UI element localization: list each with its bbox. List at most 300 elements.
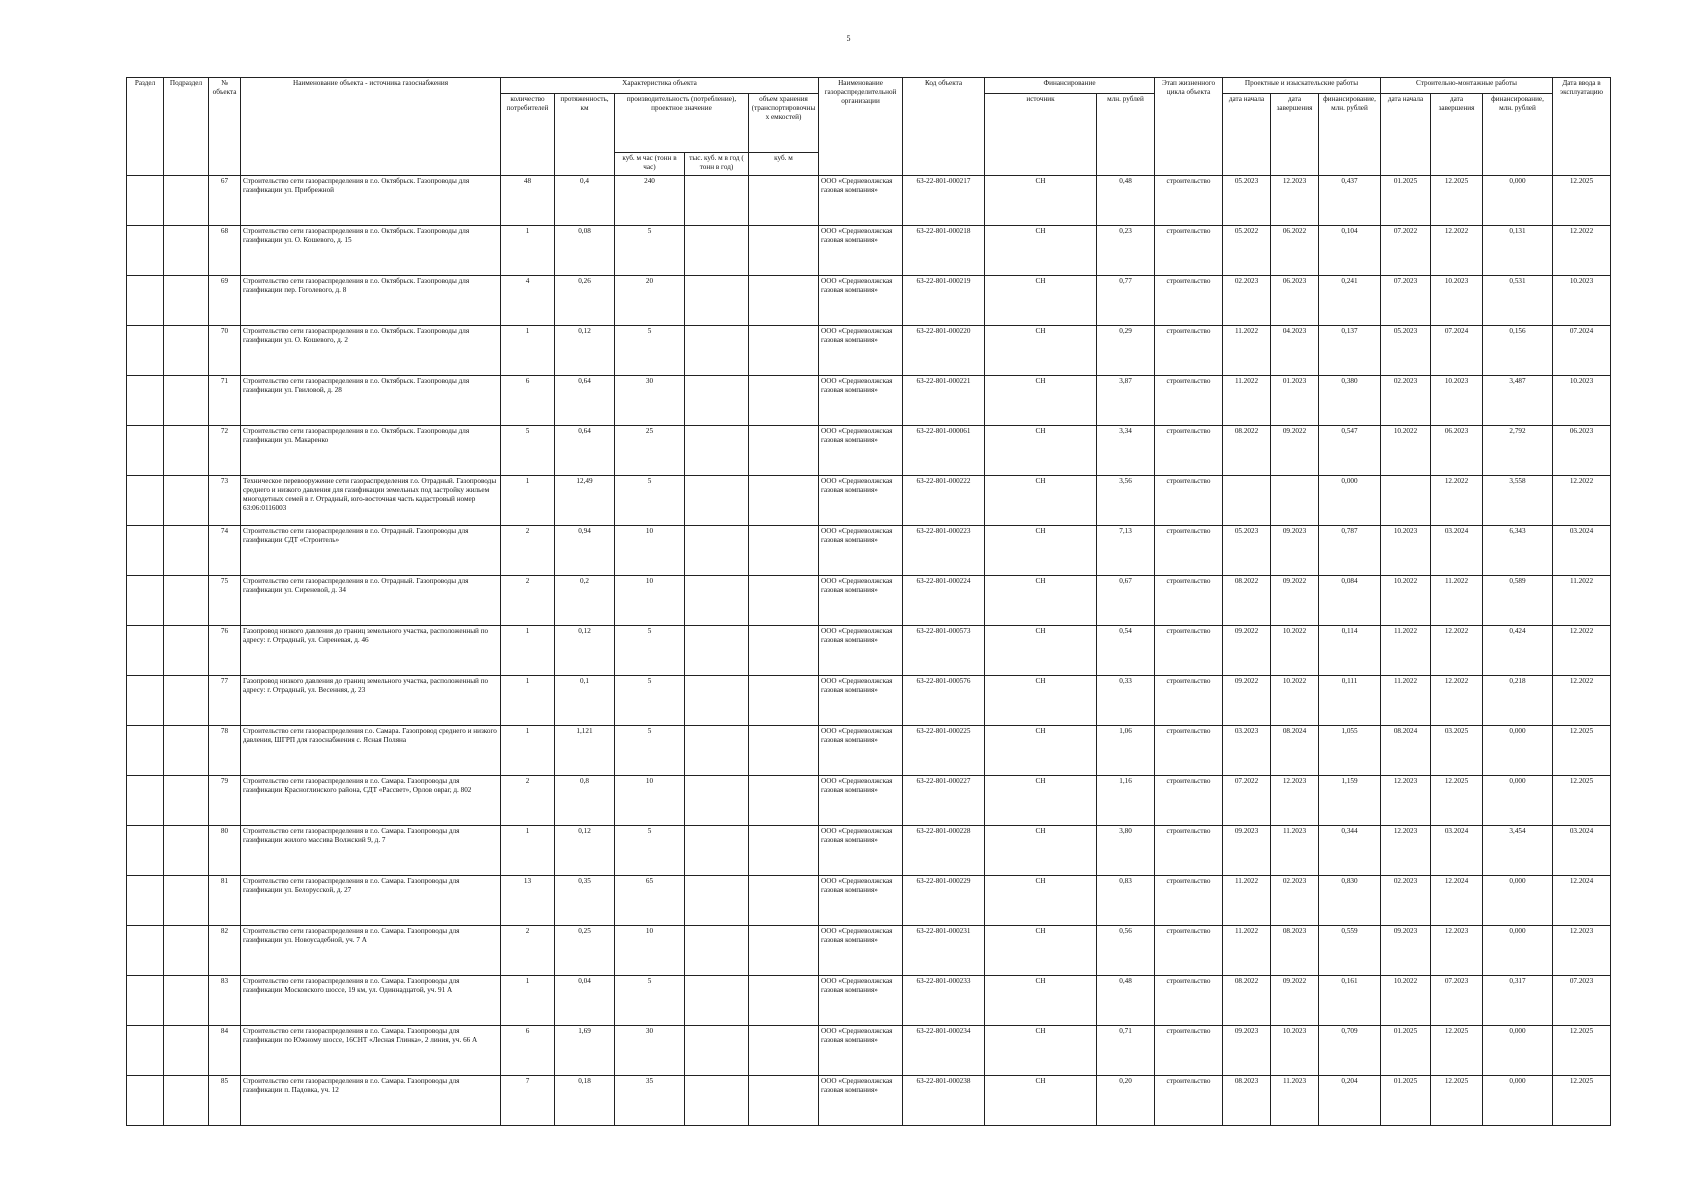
cell-object-code: 63-22-801-000218 [903, 226, 985, 276]
cell-razdel [127, 826, 164, 876]
cell-storage [749, 526, 819, 576]
cell-construction-end: 12.2022 [1431, 476, 1483, 526]
cell-object-code: 63-22-801-000222 [903, 476, 985, 526]
cell-razdel [127, 326, 164, 376]
cell-lifecycle: строительство [1155, 1076, 1223, 1126]
cell-length-km: 0,12 [555, 326, 615, 376]
cell-design-start: 08.2022 [1223, 576, 1271, 626]
cell-capacity-year [685, 426, 749, 476]
cell-construction-financing: 2,792 [1483, 426, 1553, 476]
cell-commissioning: 10.2023 [1553, 276, 1611, 326]
table-row [127, 526, 1611, 576]
cell-design-end: 04.2023 [1271, 326, 1319, 376]
header-length-km: протяженность, км [555, 94, 615, 176]
cell-object-name: Строительство сети газораспределения в г.о. Октябрьск. Газопроводы для газификации ул. Прибрежной [241, 176, 501, 226]
cell-gdo-name: ООО «Средневолжская газовая компания» [819, 1026, 903, 1076]
cell-object-name: Строительство сети газораспределения в г.о. Самара. Газопроводы для газификации Московского шоссе, 19 км, ул. Одиннадцатой, уч. 91 А [241, 976, 501, 1026]
cell-design-financing: 0,114 [1319, 626, 1381, 676]
cell-financing-mln: 0,48 [1097, 176, 1155, 226]
cell-gdo-name: ООО «Средневолжская газовая компания» [819, 226, 903, 276]
cell-commissioning: 12.2025 [1553, 1026, 1611, 1076]
cell-length-km: 0,12 [555, 826, 615, 876]
table-row [127, 576, 1611, 626]
cell-length-km: 0,4 [555, 176, 615, 226]
cell-commissioning: 07.2024 [1553, 326, 1611, 376]
cell-object-code: 63-22-801-000223 [903, 526, 985, 576]
cell-construction-end: 12.2024 [1431, 876, 1483, 926]
cell-design-end: 06.2023 [1271, 276, 1319, 326]
cell-podrazdel [164, 876, 209, 926]
cell-lifecycle: строительство [1155, 326, 1223, 376]
cell-gdo-name: ООО «Средневолжская газовая компания» [819, 876, 903, 926]
cell-design-start: 11.2022 [1223, 926, 1271, 976]
cell-podrazdel [164, 426, 209, 476]
cell-storage [749, 376, 819, 426]
cell-storage [749, 776, 819, 826]
cell-financing-source: СН [985, 576, 1097, 626]
cell-gdo-name: ООО «Средневолжская газовая компания» [819, 426, 903, 476]
cell-gdo-name: ООО «Средневолжская газовая компания» [819, 726, 903, 776]
cell-capacity-hour: 10 [615, 926, 685, 976]
cell-capacity-hour: 20 [615, 276, 685, 326]
cell-razdel [127, 976, 164, 1026]
table-row [127, 676, 1611, 726]
cell-financing-mln: 1,06 [1097, 726, 1155, 776]
cell-capacity-year [685, 626, 749, 676]
cell-construction-start: 10.2023 [1381, 526, 1431, 576]
cell-construction-end: 06.2023 [1431, 426, 1483, 476]
cell-object-no: 82 [209, 926, 241, 976]
cell-razdel [127, 526, 164, 576]
cell-design-start: 11.2022 [1223, 876, 1271, 926]
header-capacity-hour: куб. м час (тонн в час) [615, 153, 685, 176]
cell-consumers-count: 5 [501, 426, 555, 476]
cell-construction-end: 12.2023 [1431, 926, 1483, 976]
cell-capacity-year [685, 776, 749, 826]
cell-construction-end: 07.2024 [1431, 326, 1483, 376]
cell-construction-end: 12.2022 [1431, 226, 1483, 276]
cell-design-financing: 1,159 [1319, 776, 1381, 826]
cell-capacity-hour: 10 [615, 776, 685, 826]
cell-capacity-hour: 30 [615, 1026, 685, 1076]
header-capacity: производительность (потребление), проектное значение [615, 94, 749, 153]
header-lifecycle: Этап жизненного цикла объекта [1155, 78, 1223, 176]
cell-design-end: 02.2023 [1271, 876, 1319, 926]
cell-object-name: Строительство сети газораспределения в г.о. Отрадный. Газопроводы для газификации ул. Сиреневой, д. 34 [241, 576, 501, 626]
cell-object-no: 85 [209, 1076, 241, 1126]
cell-razdel [127, 926, 164, 976]
cell-podrazdel [164, 226, 209, 276]
cell-consumers-count: 1 [501, 726, 555, 776]
table-row [127, 626, 1611, 676]
cell-object-name: Строительство сети газораспределения в г.о. Самара. Газопроводы для газификации Красноглинского района, СДТ «Рассвет», Орлов овраг, д. 802 [241, 776, 501, 826]
cell-storage [749, 176, 819, 226]
cell-financing-mln: 0,54 [1097, 626, 1155, 676]
cell-lifecycle: строительство [1155, 576, 1223, 626]
cell-object-name: Газопровод низкого давления до границ земельного участка, расположенный по адресу: г. Отрадный, ул. Весенняя, д. 23 [241, 676, 501, 726]
cell-storage [749, 876, 819, 926]
cell-length-km: 0,04 [555, 976, 615, 1026]
cell-object-no: 69 [209, 276, 241, 326]
cell-capacity-hour: 10 [615, 526, 685, 576]
cell-design-end: 09.2023 [1271, 526, 1319, 576]
cell-object-name: Строительство сети газораспределения г.о. Самара. Газопровод среднего и низкого давления, ШГРП для газоснабжения с. Ясная Поляна [241, 726, 501, 776]
cell-design-end: 12.2023 [1271, 776, 1319, 826]
cell-commissioning: 06.2023 [1553, 426, 1611, 476]
cell-storage [749, 476, 819, 526]
cell-construction-start: 01.2025 [1381, 1076, 1431, 1126]
cell-consumers-count: 48 [501, 176, 555, 226]
cell-podrazdel [164, 1076, 209, 1126]
cell-construction-start: 09.2023 [1381, 926, 1431, 976]
table-row [127, 176, 1611, 226]
cell-design-financing: 0,084 [1319, 576, 1381, 626]
cell-design-financing: 0,137 [1319, 326, 1381, 376]
cell-design-end: 06.2022 [1271, 226, 1319, 276]
cell-capacity-year [685, 1026, 749, 1076]
cell-gdo-name: ООО «Средневолжская газовая компания» [819, 476, 903, 526]
cell-storage [749, 926, 819, 976]
cell-razdel [127, 626, 164, 676]
cell-capacity-year [685, 926, 749, 976]
table-row [127, 276, 1611, 326]
cell-consumers-count: 1 [501, 976, 555, 1026]
cell-capacity-hour: 5 [615, 726, 685, 776]
cell-financing-mln: 0,77 [1097, 276, 1155, 326]
cell-lifecycle: строительство [1155, 276, 1223, 326]
cell-object-name: Строительство сети газораспределения в г.о. Самара. Газопроводы для газификации п. Падовка, уч. 12 [241, 1076, 501, 1126]
header-construction-works: Строительно-монтажные работы [1381, 78, 1553, 94]
cell-object-name: Строительство сети газораспределения в г.о. Октябрьск. Газопроводы для газификации ул. Макаренко [241, 426, 501, 476]
cell-design-financing: 0,344 [1319, 826, 1381, 876]
cell-podrazdel [164, 776, 209, 826]
cell-length-km: 12,49 [555, 476, 615, 526]
cell-construction-financing: 0,000 [1483, 876, 1553, 926]
cell-capacity-hour: 35 [615, 1076, 685, 1126]
cell-length-km: 0,08 [555, 226, 615, 276]
cell-object-code: 63-22-801-000227 [903, 776, 985, 826]
cell-design-start: 09.2023 [1223, 1026, 1271, 1076]
cell-construction-start: 10.2022 [1381, 576, 1431, 626]
cell-capacity-hour: 5 [615, 326, 685, 376]
cell-object-code: 63-22-801-000576 [903, 676, 985, 726]
cell-financing-mln: 1,16 [1097, 776, 1155, 826]
header-financing: Финансирование [985, 78, 1155, 94]
cell-financing-mln: 0,48 [1097, 976, 1155, 1026]
cell-capacity-hour: 25 [615, 426, 685, 476]
header-construction-end: дата завершения [1431, 94, 1483, 176]
cell-consumers-count: 2 [501, 926, 555, 976]
cell-construction-end: 12.2025 [1431, 1026, 1483, 1076]
cell-construction-financing: 0,589 [1483, 576, 1553, 626]
cell-design-end: 01.2023 [1271, 376, 1319, 426]
cell-gdo-name: ООО «Средневолжская газовая компания» [819, 626, 903, 676]
cell-razdel [127, 276, 164, 326]
cell-object-name: Строительство сети газораспределения в г.о. Октябрьск. Газопроводы для газификации ул. О. Кошевого, д. 15 [241, 226, 501, 276]
cell-storage [749, 826, 819, 876]
cell-design-financing: 0,830 [1319, 876, 1381, 926]
cell-object-code: 63-22-801-000219 [903, 276, 985, 326]
cell-podrazdel [164, 676, 209, 726]
cell-object-name: Строительство сети газораспределения в г.о. Самара. Газопроводы для газификации по Южному шоссе, 16СНТ «Лесная Глинка», 2 линия, уч. 66 А [241, 1026, 501, 1076]
header-characteristics: Характеристика объекта [501, 78, 819, 94]
header-capacity-year: тыс. куб. м в год ( тонн в год) [685, 153, 749, 176]
cell-podrazdel [164, 526, 209, 576]
cell-design-financing: 0,204 [1319, 1076, 1381, 1126]
cell-lifecycle: строительство [1155, 376, 1223, 426]
cell-construction-financing: 0,218 [1483, 676, 1553, 726]
cell-podrazdel [164, 926, 209, 976]
cell-commissioning: 12.2025 [1553, 726, 1611, 776]
cell-commissioning: 12.2025 [1553, 776, 1611, 826]
cell-gdo-name: ООО «Средневолжская газовая компания» [819, 276, 903, 326]
cell-lifecycle: строительство [1155, 926, 1223, 976]
cell-design-end: 11.2023 [1271, 826, 1319, 876]
cell-construction-start: 10.2022 [1381, 976, 1431, 1026]
cell-design-financing: 0,787 [1319, 526, 1381, 576]
cell-financing-mln: 0,67 [1097, 576, 1155, 626]
cell-object-code: 63-22-801-000225 [903, 726, 985, 776]
cell-capacity-year [685, 826, 749, 876]
cell-object-no: 80 [209, 826, 241, 876]
cell-consumers-count: 2 [501, 576, 555, 626]
cell-razdel [127, 676, 164, 726]
cell-design-end: 09.2022 [1271, 576, 1319, 626]
cell-razdel [127, 1076, 164, 1126]
header-razdel: Раздел [127, 78, 164, 176]
cell-design-financing: 0,161 [1319, 976, 1381, 1026]
cell-design-start: 09.2023 [1223, 826, 1271, 876]
cell-storage [749, 626, 819, 676]
cell-construction-financing: 0,317 [1483, 976, 1553, 1026]
page-number: 5 [846, 34, 851, 43]
header-consumers-count: количество потребителей [501, 94, 555, 176]
cell-design-start: 11.2022 [1223, 376, 1271, 426]
cell-construction-start: 10.2022 [1381, 426, 1431, 476]
cell-gdo-name: ООО «Средневолжская газовая компания» [819, 326, 903, 376]
cell-length-km: 0,12 [555, 626, 615, 676]
table-row [127, 926, 1611, 976]
cell-construction-financing: 3,558 [1483, 476, 1553, 526]
cell-object-name: Газопровод низкого давления до границ земельного участка, расположенный по адресу: г. Отрадный, ул. Сиреневая, д. 46 [241, 626, 501, 676]
cell-object-code: 63-22-801-000573 [903, 626, 985, 676]
cell-construction-end: 03.2025 [1431, 726, 1483, 776]
cell-financing-source: СН [985, 826, 1097, 876]
cell-commissioning: 12.2024 [1553, 876, 1611, 926]
cell-design-start: 05.2022 [1223, 226, 1271, 276]
cell-lifecycle: строительство [1155, 676, 1223, 726]
cell-design-financing: 0,709 [1319, 1026, 1381, 1076]
cell-design-financing: 0,104 [1319, 226, 1381, 276]
cell-object-no: 72 [209, 426, 241, 476]
cell-construction-financing: 0,000 [1483, 1076, 1553, 1126]
cell-construction-financing: 6,343 [1483, 526, 1553, 576]
cell-lifecycle: строительство [1155, 826, 1223, 876]
cell-construction-end: 10.2023 [1431, 276, 1483, 326]
cell-design-end: 08.2024 [1271, 726, 1319, 776]
cell-object-code: 63-22-801-000229 [903, 876, 985, 926]
cell-construction-financing: 3,454 [1483, 826, 1553, 876]
table-row [127, 776, 1611, 826]
cell-design-start: 05.2023 [1223, 176, 1271, 226]
cell-financing-source: СН [985, 1076, 1097, 1126]
cell-podrazdel [164, 576, 209, 626]
cell-construction-start: 11.2022 [1381, 676, 1431, 726]
cell-object-code: 63-22-801-000234 [903, 1026, 985, 1076]
cell-lifecycle: строительство [1155, 726, 1223, 776]
cell-lifecycle: строительство [1155, 526, 1223, 576]
cell-financing-source: СН [985, 226, 1097, 276]
cell-length-km: 0,25 [555, 926, 615, 976]
cell-capacity-hour: 5 [615, 626, 685, 676]
cell-gdo-name: ООО «Средневолжская газовая компания» [819, 576, 903, 626]
cell-commissioning: 03.2024 [1553, 826, 1611, 876]
cell-design-start: 02.2023 [1223, 276, 1271, 326]
cell-capacity-year [685, 326, 749, 376]
cell-capacity-hour: 5 [615, 826, 685, 876]
cell-financing-source: СН [985, 776, 1097, 826]
cell-construction-start: 01.2025 [1381, 176, 1431, 226]
cell-financing-mln: 0,20 [1097, 1076, 1155, 1126]
cell-construction-financing: 0,000 [1483, 726, 1553, 776]
cell-financing-mln: 0,29 [1097, 326, 1155, 376]
cell-financing-mln: 3,34 [1097, 426, 1155, 476]
cell-financing-source: СН [985, 876, 1097, 926]
cell-commissioning: 12.2022 [1553, 476, 1611, 526]
cell-financing-source: СН [985, 626, 1097, 676]
cell-object-name: Строительство сети газораспределения в г.о. Самара. Газопроводы для газификации ул. Новоусадебной, уч. 7 А [241, 926, 501, 976]
cell-construction-start: 07.2022 [1381, 226, 1431, 276]
header-commissioning: Дата ввода в эксплуатацию [1553, 78, 1611, 176]
cell-length-km: 0,35 [555, 876, 615, 926]
cell-design-start: 11.2022 [1223, 326, 1271, 376]
cell-length-km: 0,1 [555, 676, 615, 726]
cell-podrazdel [164, 976, 209, 1026]
cell-object-no: 83 [209, 976, 241, 1026]
cell-financing-source: СН [985, 476, 1097, 526]
cell-capacity-hour: 5 [615, 976, 685, 1026]
cell-capacity-year [685, 726, 749, 776]
cell-object-no: 78 [209, 726, 241, 776]
cell-razdel [127, 376, 164, 426]
cell-design-start: 07.2022 [1223, 776, 1271, 826]
cell-length-km: 0,64 [555, 426, 615, 476]
cell-object-name: Строительство сети газораспределения в г.о. Отрадный. Газопроводы для газификации СДТ «Строитель» [241, 526, 501, 576]
cell-storage [749, 976, 819, 1026]
cell-consumers-count: 1 [501, 826, 555, 876]
cell-razdel [127, 776, 164, 826]
cell-construction-start: 12.2023 [1381, 776, 1431, 826]
cell-design-start: 08.2022 [1223, 976, 1271, 1026]
cell-design-financing: 1,055 [1319, 726, 1381, 776]
cell-gdo-name: ООО «Средневолжская газовая компания» [819, 776, 903, 826]
cell-object-no: 67 [209, 176, 241, 226]
cell-gdo-name: ООО «Средневолжская газовая компания» [819, 176, 903, 226]
header-storage-volume: объем хранения (транспортировочных емкостей) [749, 94, 819, 153]
cell-design-financing: 0,437 [1319, 176, 1381, 226]
cell-construction-end: 11.2022 [1431, 576, 1483, 626]
cell-object-name: Строительство сети газораспределения в г.о. Самара. Газопроводы для газификации жилого массива Волжский 9, д. 7 [241, 826, 501, 876]
cell-capacity-hour: 240 [615, 176, 685, 226]
cell-construction-end: 12.2022 [1431, 626, 1483, 676]
cell-design-financing: 0,547 [1319, 426, 1381, 476]
cell-podrazdel [164, 826, 209, 876]
cell-gdo-name: ООО «Средневолжская газовая компания» [819, 826, 903, 876]
cell-commissioning: 12.2022 [1553, 226, 1611, 276]
cell-storage [749, 226, 819, 276]
cell-object-code: 63-22-801-000220 [903, 326, 985, 376]
cell-podrazdel [164, 1026, 209, 1076]
table-row [127, 226, 1611, 276]
cell-podrazdel [164, 376, 209, 426]
table-row [127, 876, 1611, 926]
cell-construction-end: 12.2022 [1431, 676, 1483, 726]
cell-construction-financing: 3,487 [1483, 376, 1553, 426]
header-construction-start: дата начала [1381, 94, 1431, 176]
header-object-no: № объекта [209, 78, 241, 176]
cell-object-code: 63-22-801-000238 [903, 1076, 985, 1126]
cell-gdo-name: ООО «Средневолжская газовая компания» [819, 676, 903, 726]
cell-capacity-year [685, 876, 749, 926]
cell-capacity-year [685, 476, 749, 526]
cell-object-no: 70 [209, 326, 241, 376]
cell-commissioning: 03.2024 [1553, 526, 1611, 576]
cell-design-end: 09.2022 [1271, 426, 1319, 476]
cell-design-end: 10.2022 [1271, 626, 1319, 676]
cell-lifecycle: строительство [1155, 426, 1223, 476]
cell-commissioning: 07.2023 [1553, 976, 1611, 1026]
cell-consumers-count: 2 [501, 526, 555, 576]
cell-construction-financing: 0,156 [1483, 326, 1553, 376]
cell-object-no: 84 [209, 1026, 241, 1076]
cell-design-start: 09.2022 [1223, 626, 1271, 676]
cell-object-name: Строительство сети газораспределения в г.о. Октябрьск. Газопроводы для газификации ул. О. Кошевого, д. 2 [241, 326, 501, 376]
cell-razdel [127, 476, 164, 526]
cell-design-financing: 0,380 [1319, 376, 1381, 426]
header-object-code: Код объекта [903, 78, 985, 176]
cell-design-financing: 0,559 [1319, 926, 1381, 976]
cell-construction-start: 12.2023 [1381, 826, 1431, 876]
cell-design-end: 12.2023 [1271, 176, 1319, 226]
cell-object-no: 75 [209, 576, 241, 626]
cell-financing-source: СН [985, 426, 1097, 476]
cell-design-financing: 0,241 [1319, 276, 1381, 326]
cell-financing-mln: 0,33 [1097, 676, 1155, 726]
cell-consumers-count: 1 [501, 226, 555, 276]
header-object-name: Наименование объекта - источника газоснабжения [241, 78, 501, 176]
cell-storage [749, 426, 819, 476]
cell-storage [749, 276, 819, 326]
cell-construction-end: 07.2023 [1431, 976, 1483, 1026]
cell-design-end: 09.2022 [1271, 976, 1319, 1026]
cell-capacity-year [685, 976, 749, 1026]
cell-construction-start: 08.2024 [1381, 726, 1431, 776]
cell-object-no: 71 [209, 376, 241, 426]
cell-storage [749, 1026, 819, 1076]
cell-design-start: 09.2022 [1223, 676, 1271, 726]
cell-commissioning: 12.2022 [1553, 676, 1611, 726]
cell-consumers-count: 1 [501, 326, 555, 376]
cell-length-km: 0,26 [555, 276, 615, 326]
cell-razdel [127, 226, 164, 276]
cell-capacity-year [685, 576, 749, 626]
cell-financing-mln: 3,80 [1097, 826, 1155, 876]
cell-construction-financing: 0,000 [1483, 176, 1553, 226]
cell-design-end: 08.2023 [1271, 926, 1319, 976]
cell-construction-end: 12.2025 [1431, 776, 1483, 826]
cell-capacity-hour: 10 [615, 576, 685, 626]
cell-construction-financing: 0,000 [1483, 1026, 1553, 1076]
